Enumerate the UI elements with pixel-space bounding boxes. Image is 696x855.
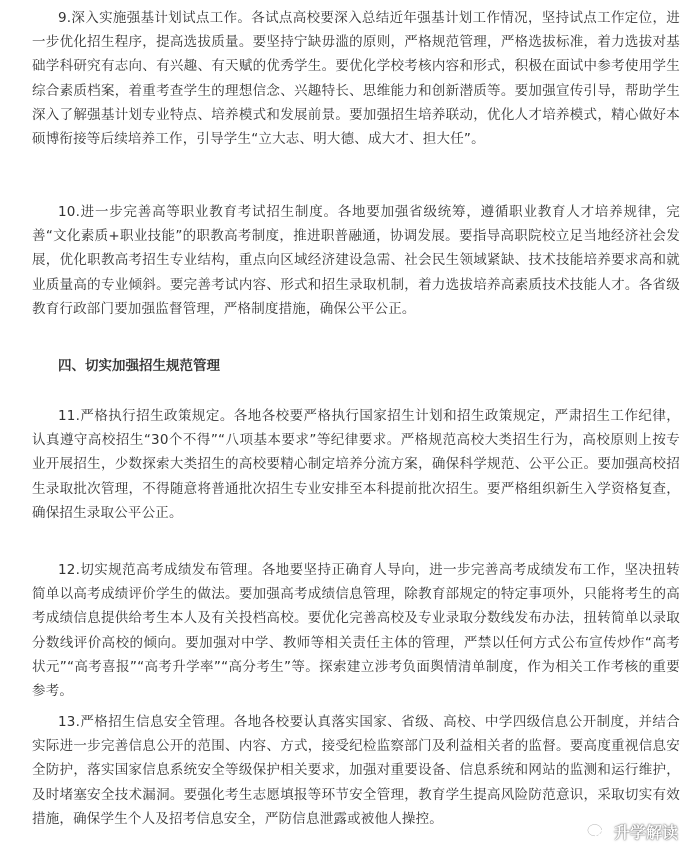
- section-heading: 四、切实加强招生规范管理: [58, 358, 220, 374]
- wechat-icon: [586, 821, 608, 843]
- paragraph-11: 11.严格执行招生政策规定。各地各校要严格执行国家招生计划和招生政策规定，严肃招生工作纪律，认真遵守高校招生“30个不得”“八项基本要求”等纪律要求。严格规范高校大类招生行为，高校原则上按专业开展招生，少数探索大类招生的高校要精心制定培养分流方案，确保科学规范、公平公正。要加强高校招生录取批次管理，不得随意将普通批次招生专业安排至本科提前批次招生。要严格组织新生入学资格复查，确保招生录取公平公正。: [32, 408, 680, 521]
- paragraph-10: 10.进一步完善高等职业教育考试招生制度。各地要加强省级统筹，遵循职业教育人才培养规律，完善“文化素质+职业技能”的职教高考制度，推进职普融通，协调发展。要指导高职院校立足当地经济社会发展，优化职教高考招生专业结构，重点向区域经济建设急需、社会民生领域紧缺、技术技能培养要求高和就业质量高的专业倾斜。要完善考试内容、形式和招生录取机制，着力选拔培养高素质技术技能人才。各省级教育行政部门要加强监督管理，严格制度措施，确保公平公正。: [32, 204, 680, 317]
- watermark-label: 升学解读: [613, 823, 678, 842]
- watermark: [586, 820, 678, 843]
- paragraph-12: 12.切实规范高考成绩发布管理。各地要坚持正确育人导向，进一步完善高考成绩发布工作，坚决扭转简单以高考成绩评价学生的做法。要加强高考成绩信息管理，除教育部规定的特定事项外，只能将考生的高考成绩信息提供给考生本人及有关投档高校。要优化完善高校及专业录取分数线发布办法，扭转简单以录取分数线评价高校的倾向。要加强对中学、教师等相关责任主体的管理，严禁以任何方式公布宣传炒作“高考状元”“高考喜报”“高考升学率”“高分考生”等。探索建立涉考负面舆情清单制度，作为相关工作考核的重要参考。: [32, 562, 680, 700]
- paragraph-13: 13.严格招生信息安全管理。各地各校要认真落实国家、省级、高校、中学四级信息公开制度，并结合实际进一步完善信息公开的范围、内容、方式，接受纪检监察部门及利益相关者的监督。要高度重视信息安全防护，落实国家信息系统安全等级保护相关要求，加强对重要设备、信息系统和网站的监测和运行维护，及时堵塞安全技术漏洞。要强化考生志愿填报等环节安全管理，教育学生提高风险防范意识，采取切实有效措施，确保学生个人及招考信息安全，严防信息泄露或被他人操控。: [32, 714, 680, 827]
- paragraph-9: 9.深入实施强基计划试点工作。各试点高校要深入总结近年强基计划工作情况，坚持试点工作定位，进一步优化招生程序，提高选拔质量。要坚持宁缺毋滥的原则，严格规范管理，严格选拔标准，着力选拔对基础学科研究有志向、有兴趣、有天赋的优秀学生。要优化学校考核内容和形式，积极在面试中参考使用学生综合素质档案，着重考查学生的理想信念、兴趣特长、思维能力和创新潜质等。要加强宣传引导，帮助学生深入了解强基计划专业特点、培养模式和发展前景。要加强招生培养联动，优化人才培养模式，精心做好本硕博衔接等后续培养工作，引导学生“立大志、明大德、成大才、担大任”。: [32, 10, 680, 148]
